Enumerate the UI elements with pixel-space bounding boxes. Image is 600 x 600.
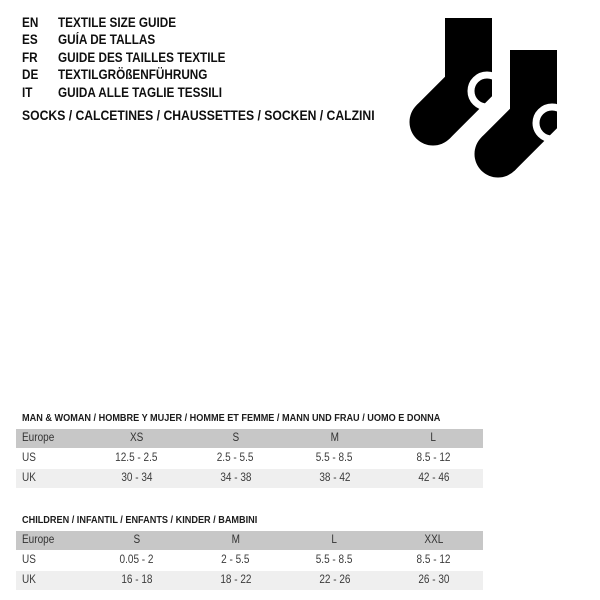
language-code: EN bbox=[22, 15, 39, 30]
language-code: ES bbox=[22, 32, 38, 48]
size-cell: 0.05 - 2 bbox=[119, 554, 154, 566]
row-label: UK bbox=[22, 574, 36, 586]
size-cell: 22 - 26 bbox=[318, 574, 351, 586]
children-size-table bbox=[16, 531, 483, 591]
table-row bbox=[16, 449, 483, 468]
guide-title-it: GUIDA ALLE TAGLIE TESSILI bbox=[58, 84, 222, 100]
adult-size-table bbox=[16, 429, 483, 489]
column-header: M bbox=[231, 534, 240, 546]
language-row-fr bbox=[22, 49, 251, 66]
size-cell: 34 - 38 bbox=[219, 472, 252, 484]
language-row-de bbox=[22, 66, 251, 83]
category-line: SOCKS / CALCETINES / CHAUSSETTES / SOCKEN / CALZINI bbox=[22, 107, 375, 123]
size-cell: 8.5 - 12 bbox=[416, 452, 451, 464]
language-row-it bbox=[22, 84, 251, 101]
size-cell: 18 - 22 bbox=[219, 574, 252, 586]
guide-title-fr: GUIDE DES TAILLES TEXTILE bbox=[58, 49, 226, 65]
size-cell: 2 - 5.5 bbox=[221, 554, 250, 566]
language-row-en bbox=[22, 14, 251, 31]
adult-table-title: MAN & WOMAN / HOMBRE Y MUJER / HOMME ET FEMME / MANN UND FRAU / UOMO E DONNA bbox=[22, 412, 441, 424]
language-code: FR bbox=[22, 49, 38, 65]
size-cell: 8.5 - 12 bbox=[416, 554, 451, 566]
size-cell: 26 - 30 bbox=[417, 574, 450, 586]
language-legend bbox=[22, 14, 251, 101]
column-header: XS bbox=[129, 432, 144, 444]
column-header: Europe bbox=[22, 534, 55, 546]
column-header: S bbox=[133, 534, 140, 546]
size-cell: 30 - 34 bbox=[120, 472, 153, 484]
column-header: S bbox=[232, 432, 239, 444]
row-label: US bbox=[22, 452, 36, 464]
guide-title-de: TEXTILGRÖßENFÜHRUNG bbox=[58, 67, 208, 83]
guide-title-en: TEXTILE SIZE GUIDE bbox=[58, 15, 177, 30]
size-cell: 38 - 42 bbox=[318, 472, 351, 484]
socks-icon bbox=[405, 10, 565, 185]
table-row bbox=[16, 571, 483, 590]
size-cell: 2.5 - 5.5 bbox=[217, 452, 254, 464]
size-cell: 42 - 46 bbox=[417, 472, 450, 484]
size-cell: 5.5 - 8.5 bbox=[316, 452, 353, 464]
table-row bbox=[16, 551, 483, 570]
children-table-title: CHILDREN / INFANTIL / ENFANTS / KINDER / BAMBINI bbox=[22, 514, 258, 526]
column-header: M bbox=[330, 432, 339, 444]
column-header: Europe bbox=[22, 432, 55, 444]
table-row bbox=[16, 469, 483, 488]
column-header: L bbox=[331, 534, 338, 546]
column-header: XXL bbox=[424, 534, 443, 546]
children-table-header-row bbox=[16, 531, 483, 550]
size-cell: 5.5 - 8.5 bbox=[316, 554, 353, 566]
language-code: DE bbox=[22, 67, 39, 83]
language-row-es bbox=[22, 31, 251, 48]
adult-table-header-row bbox=[16, 429, 483, 448]
size-cell: 16 - 18 bbox=[120, 574, 153, 586]
row-label: US bbox=[22, 554, 36, 566]
row-label: UK bbox=[22, 472, 36, 484]
size-cell: 12.5 - 2.5 bbox=[115, 452, 158, 464]
language-code: IT bbox=[22, 84, 33, 100]
sock-front bbox=[410, 18, 504, 146]
column-header: L bbox=[430, 432, 437, 444]
guide-title-es: GUÍA DE TALLAS bbox=[58, 32, 156, 48]
